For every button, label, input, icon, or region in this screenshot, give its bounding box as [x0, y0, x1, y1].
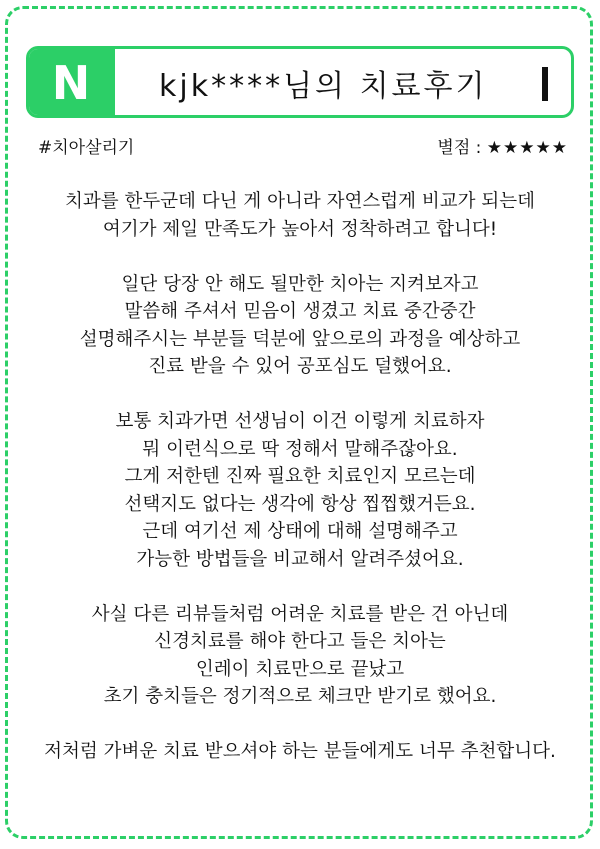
review-paragraph [20, 188, 580, 243]
rating-label: 별점 : [437, 138, 482, 158]
review-line: 저처럼 가벼운 치료 받으셔야 하는 분들에게도 너무 추천합니다. [44, 741, 556, 762]
review-line: 근데 여기선 제 상태에 대해 설명해주고 [142, 521, 458, 542]
review-paragraph [20, 408, 580, 573]
logo-letter: N [51, 56, 91, 110]
review-paragraph [20, 738, 580, 766]
review-paragraph [20, 601, 580, 711]
review-paragraph [20, 271, 580, 381]
review-line: 말씀해 주셔서 믿음이 생겼고 치료 중간중간 [124, 301, 476, 322]
rating [437, 133, 568, 158]
hashtag: #치아살리기 [38, 138, 135, 158]
text-cursor-icon [542, 67, 548, 101]
review-line: 그게 저한텐 진짜 필요한 치료인지 모르는데 [124, 466, 476, 487]
review-line: 치과를 한두군데 다닌 게 아니라 자연스럽게 비교가 되는데 [64, 191, 536, 212]
review-line: 뭐 이런식으로 딱 정해서 말해주잖아요. [142, 438, 458, 460]
review-line: 보통 치과가면 선생님이 이건 이렇게 치료하자 [115, 411, 485, 432]
review-line: 진료 받을 수 있어 공포심도 덜했어요. [148, 356, 452, 377]
review-line: 가능한 방법들을 비교해서 알려주셨어요. [136, 548, 464, 570]
review-body [20, 188, 580, 793]
naver-logo [27, 47, 115, 118]
meta-row [38, 133, 568, 159]
review-line: 여기가 제일 만족도가 높아서 정착하려고 합니다! [102, 218, 498, 240]
review-title: kjk****님의 치료후기 [159, 69, 488, 104]
review-line: 선택지도 없다는 생각에 항상 찝찝했거든요. [124, 493, 476, 515]
review-line: 인레이 치료만으로 끝났고 [195, 658, 405, 680]
review-line: 일단 당장 안 해도 될만한 치아는 지켜보자고 [121, 273, 479, 295]
review-line: 설명해주시는 부분들 덕분에 앞으로의 과정을 예상하고 [79, 328, 521, 350]
review-line: 신경치료를 해야 한다고 들은 치아는 [154, 631, 446, 652]
review-header [26, 46, 574, 118]
star-rating-icon: ★★★★★ [486, 138, 568, 158]
review-line: 초기 충치들은 정기적으로 체크만 받기로 했어요. [103, 686, 497, 707]
review-line: 사실 다른 리뷰들처럼 어려운 치료를 받은 건 아닌데 [91, 603, 509, 625]
